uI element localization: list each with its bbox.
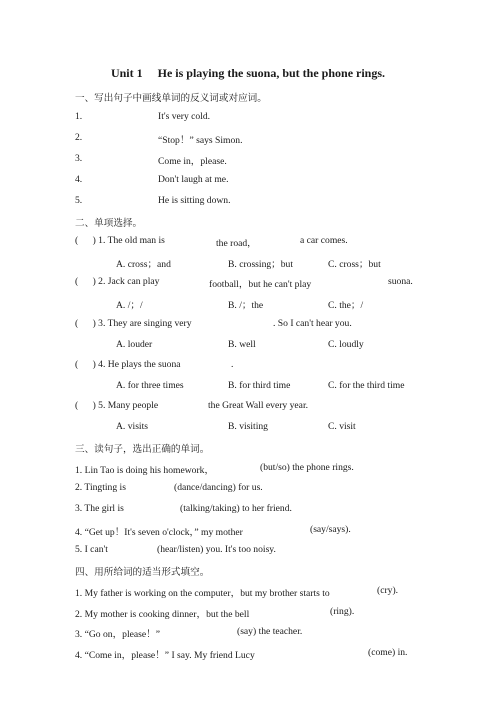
s3-item-2-text: 2. Tingting is [75, 482, 126, 493]
s2-q2-end: suona. [388, 276, 413, 287]
s4-item-3-text: 3. “Go on，please！” [75, 629, 160, 640]
s3-item-1-text: 1. Lin Tao is doing his homework， [75, 465, 215, 476]
s1-item-1-text: It's very cold. [158, 111, 211, 122]
section-1-heading: 一、写出句子中画线单词的反义词或对应词。 [75, 93, 267, 104]
s4-item-2-hint: (ring). [330, 606, 355, 617]
s3-item-3-text: 3. The girl is [75, 503, 124, 514]
s2-q1-end: a car comes. [300, 235, 348, 246]
s2-q5-mid: the Great Wall every year. [208, 400, 309, 411]
s4-item-1-text: 1. My father is working on the computer，but my brother starts to [75, 588, 330, 599]
section-4-heading: 四、用所给词的适当形式填空。 [75, 567, 210, 578]
s2-q3-option-b: B. well [228, 339, 256, 350]
s4-item-4-text: 4. “Come in，please！” I say. My friend Lucy [75, 650, 255, 661]
s2-q1-prefix: ( ) 1. The old man is [75, 235, 165, 246]
s3-item-4-text: 4. “Get up！It's seven o'clock，” my mother [75, 527, 243, 538]
s2-q1-option-b: B. crossing；but [228, 259, 294, 270]
s2-q1-mid: the road， [216, 238, 257, 249]
s2-q3-prefix: ( ) 3. They are singing very [75, 318, 192, 329]
s3-item-5-choice: (hear/listen) you. It's too noisy. [157, 544, 276, 555]
s3-item-3-choice: (talking/taking) to her friend. [180, 503, 292, 514]
s2-q3-option-c: C. loudly [328, 339, 364, 350]
s2-q5-option-a: A. visits [116, 421, 148, 432]
s1-item-4-text: Don't laugh at me. [158, 174, 229, 185]
s3-item-4-choice: (say/says). [310, 524, 351, 535]
s4-item-3-hint: (say) the teacher. [237, 626, 303, 637]
s2-q2-option-c: C. the；/ [328, 300, 364, 311]
s2-q4-option-a: A. for three times [116, 380, 184, 391]
s2-q3-option-a: A. louder [116, 339, 153, 350]
s1-item-5-num: 5. [75, 195, 83, 206]
s4-item-4-hint: (come) in. [368, 647, 408, 658]
s2-q4-option-b: B. for third time [228, 380, 291, 391]
section-3-heading: 三、读句子，选出正确的单词。 [75, 444, 210, 455]
s2-q4-prefix: ( ) 4. He plays the suona [75, 359, 181, 370]
s1-item-3-text: Come in，please. [158, 156, 227, 167]
s1-item-2-text: “Stop！” says Simon. [158, 135, 243, 146]
s2-q2-mid: football，but he can't play [209, 279, 312, 290]
s2-q2-option-b: B. /；the [228, 300, 264, 311]
s4-item-1-hint: (cry). [377, 585, 399, 596]
s2-q5-option-c: C. visit [328, 421, 356, 432]
s1-item-4-num: 4. [75, 174, 83, 185]
s3-item-1-choice: (but/so) the phone rings. [260, 462, 354, 473]
s2-q1-option-a: A. cross；and [116, 259, 171, 270]
s2-q2-option-a: A. /；/ [116, 300, 143, 311]
s2-q5-option-b: B. visiting [228, 421, 268, 432]
s1-item-2-num: 2. [75, 132, 83, 143]
page-title: Unit 1 He is playing the suona, but the phone rings. [110, 66, 386, 80]
s3-item-2-choice: (dance/dancing) for us. [174, 482, 263, 493]
s4-item-2-text: 2. My mother is cooking dinner，but the bell [75, 609, 250, 620]
s2-q2-prefix: ( ) 2. Jack can play [75, 276, 160, 287]
section-2-heading: 二、单项选择。 [75, 218, 143, 229]
s1-item-5-text: He is sitting down. [158, 195, 231, 206]
s2-q3-mid: . So I can't hear you. [273, 318, 352, 329]
s2-q5-prefix: ( ) 5. Many people [75, 400, 159, 411]
s3-item-5-text: 5. I can't [75, 544, 108, 555]
s2-q4-option-c: C. for the third time [328, 380, 405, 391]
s1-item-1-num: 1. [75, 111, 83, 122]
s2-q4-mid: . [231, 359, 234, 370]
s1-item-3-num: 3. [75, 153, 83, 164]
s2-q1-option-c: C. cross；but [328, 259, 381, 270]
